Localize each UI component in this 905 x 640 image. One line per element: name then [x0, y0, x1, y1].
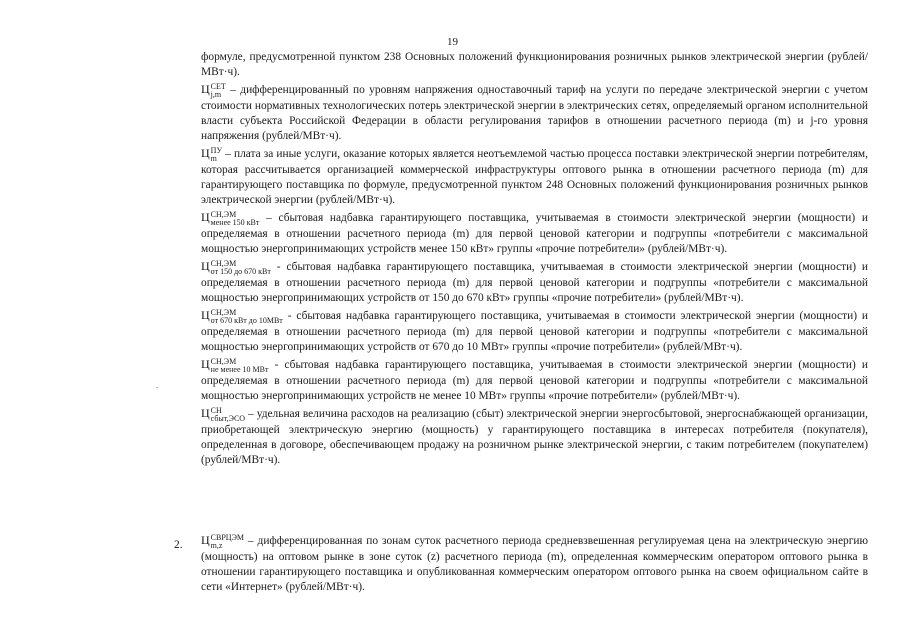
- page-number: 19: [447, 36, 458, 48]
- paragraph-text: - сбытовая надбавка гарантирующего поставщика, учитываемая в стоимости электрической энергии (мощности) и определяемая в отношении расчетного периода (m) для первой ценовой категории и подгруппы «потребители с максимальной мощностью энергопринимающих устройств от 150 до 670 кВт» группы «прочие потребители» (рублей/МВт·ч).: [201, 261, 868, 304]
- definition-paragraph: [201, 82, 868, 144]
- formula-symbol: Ц СН,ЭМ от 670 кВт до 10МВт: [201, 308, 283, 325]
- definition-paragraph: [201, 308, 868, 355]
- definition-paragraph: [201, 50, 868, 80]
- paragraph-text: – дифференцированный по уровням напряжения одноставочный тариф на услуги по передаче электрической энергии с учетом стоимости нормативных технологических потерь электрической энергии в электрических сетях, определяемый органом исполнительной власти субъекта Российской Федерации в области регулирования тарифов в отношении расчетного периода (m) и j-го уровня напряжения (рублей/МВт·ч).: [201, 84, 868, 142]
- definition-paragraph: [201, 259, 868, 306]
- paragraph-text: формуле, предусмотренной пунктом 238 Основных положений функционирования розничных рынков электрической энергии (рублей/МВт·ч).: [201, 51, 868, 78]
- definitions-list: [201, 50, 868, 470]
- paragraph-text: – удельная величина расходов на реализацию (сбыт) электрической энергии энергосбытовой, энергоснабжающей организации, приобретающей электрическую энергию (мощность) у гарантирующего поставщика в интересах потребителя (покупателя), определенная в договоре, обеспечивающем продажу на розничном рынке электрической энергии, с таким потребителем (покупателем) (рублей/МВт·ч).: [201, 408, 868, 466]
- paragraph-text: - сбытовая надбавка гарантирующего поставщика, учитываемая в стоимости электрической энергии (мощности) и определяемая в отношении расчетного периода (m) для первой ценовой категории и подгруппы «потребители с максимальной мощностью энергопринимающих устройств не менее 10 МВт» группы «прочие потребители» (рублей/МВт·ч).: [201, 359, 868, 402]
- definition-paragraph: [201, 406, 868, 468]
- formula-symbol: Ц СЕТ j,m: [201, 82, 226, 99]
- paragraph-text: – дифференцированная по зонам суток расчетного периода средневзвешенная регулируемая цена на электрическую энергию (мощность) на оптовом рынке в зоне суток (z) расчетного периода (m), определенная коммерческим оператором оптового рынка в отношении гарантирующего поставщика и опубликованная коммерческим оператором оптового рынка на своем официальном сайте в сети «Интернет» (рублей/МВт·ч).: [201, 535, 868, 593]
- paragraph-text: – плата за иные услуги, оказание которых является неотъемлемой частью процесса поставки электрической энергии потребителям, которая рассчитывается организацией коммерческой инфраструктуры оптового рынка в отношении расчетного периода (m) для гарантирующего поставщика по формуле, предусмотренной пунктом 248 Основных положений функционирования розничных рынков электрической энергии (рублей/МВт·ч).: [201, 148, 868, 206]
- formula-symbol: Ц ПУ m: [201, 146, 223, 163]
- formula-symbol: Ц СН сбыт,ЭСО: [201, 406, 246, 423]
- definition-paragraph: [201, 357, 868, 404]
- formula-symbol: Ц СВРЦЭМ m,z: [201, 533, 244, 550]
- paragraph-text: – сбытовая надбавка гарантирующего поставщика, учитываемая в стоимости электрической энергии (мощности) и определяемая в отношении расчетного периода (m) для первой ценовой категории и подгруппы «потребители с максимальной мощностью энергопринимающих устройств менее 150 кВт» группы «прочие потребители» (рублей/МВт·ч).: [201, 212, 868, 255]
- formula-symbol: Ц СН,ЭМ менее 150 кВт: [201, 210, 260, 227]
- list-item-number: 2.: [174, 539, 183, 551]
- paragraph-text: - сбытовая надбавка гарантирующего поставщика, учитываемая в стоимости электрической энергии (мощности) и определяемая в отношении расчетного периода (m) для первой ценовой категории и подгруппы «потребители с максимальной мощностью энергопринимающих устройств от 670 до 10 МВт» группы «прочие потребители» (рублей/МВт·ч).: [201, 310, 868, 353]
- formula-symbol: Ц СН,ЭМ не менее 10 МВт: [201, 357, 269, 374]
- definition-paragraph: [201, 210, 868, 257]
- formula-symbol: Ц СН,ЭМ от 150 до 670 кВт: [201, 259, 271, 276]
- list-item-2: [201, 533, 868, 595]
- margin-mark: .: [156, 380, 159, 390]
- definition-paragraph: [201, 146, 868, 208]
